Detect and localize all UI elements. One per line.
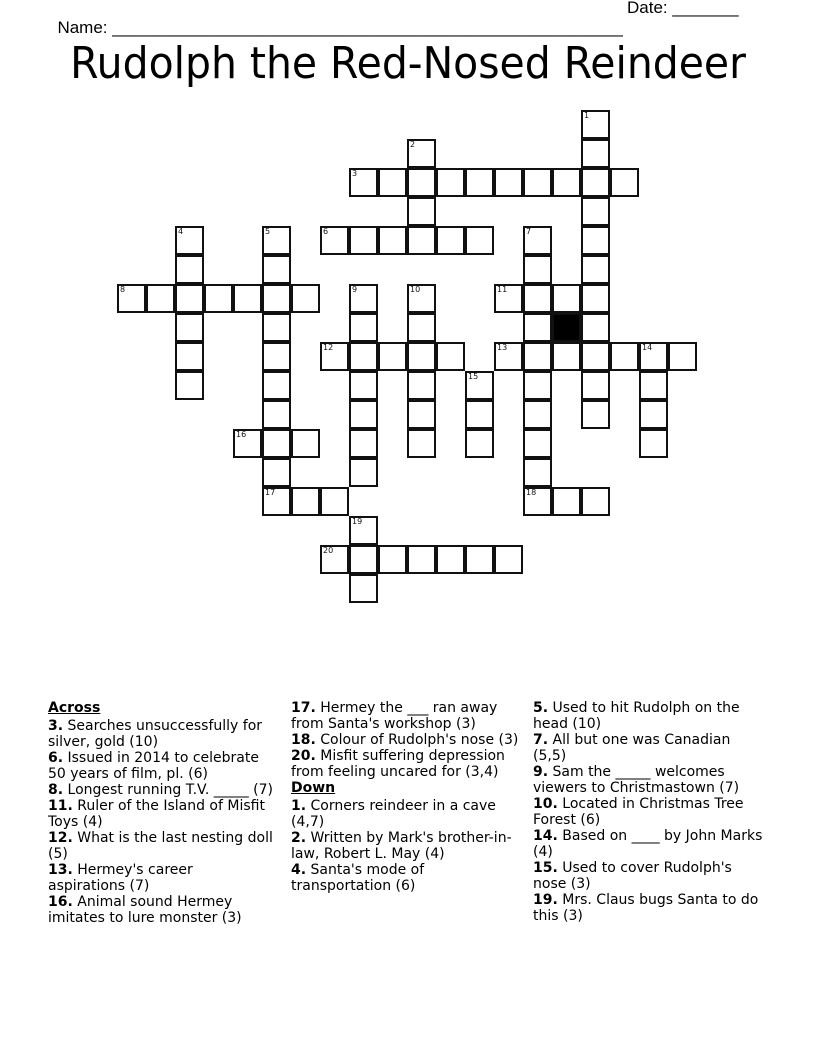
clue-across-13: 13. Hermey's career aspirations (7) xyxy=(48,862,193,894)
clue-number: 14 xyxy=(642,343,653,352)
clue-across-18: 18. Colour of Rudolph's nose (3) xyxy=(291,732,519,748)
grid-cell[interactable] xyxy=(349,342,378,371)
grid-cell[interactable] xyxy=(407,197,436,226)
grid-cell[interactable] xyxy=(639,429,668,458)
clue-down-19: 19. Mrs. Claus bugs Santa to do this (3) xyxy=(533,892,759,924)
grid-cell[interactable] xyxy=(581,255,610,284)
clue-number: 17 xyxy=(265,488,276,497)
clue-number: 8 xyxy=(120,285,126,294)
grid-cell[interactable] xyxy=(581,342,610,371)
grid-cell[interactable] xyxy=(262,429,291,458)
grid-cell[interactable] xyxy=(552,168,581,197)
grid-cell[interactable] xyxy=(146,284,175,313)
grid-cell[interactable] xyxy=(465,371,494,400)
grid-cell[interactable] xyxy=(581,168,610,197)
grid-cell[interactable] xyxy=(175,371,204,400)
grid-cell[interactable] xyxy=(523,487,552,516)
black-cell xyxy=(552,313,581,342)
page-title: Rudolph the Red-Nosed Reindeer xyxy=(70,38,746,89)
grid-cell[interactable] xyxy=(523,168,552,197)
grid-cell[interactable] xyxy=(639,400,668,429)
clue-number: 3 xyxy=(352,169,358,178)
clue-across-20: 20. Misfit suffering depression from feeling uncared for (3,4) xyxy=(291,748,505,780)
grid-cell[interactable] xyxy=(349,284,378,313)
clue-number: 11 xyxy=(497,285,508,294)
grid-cell[interactable] xyxy=(349,371,378,400)
grid-cell[interactable] xyxy=(523,458,552,487)
grid-cell[interactable] xyxy=(494,342,523,371)
clue-number: 5 xyxy=(265,227,271,236)
grid-cell[interactable] xyxy=(552,342,581,371)
grid-cell[interactable] xyxy=(262,342,291,371)
grid-cell[interactable] xyxy=(233,429,262,458)
grid-cell[interactable] xyxy=(436,168,465,197)
grid-cell[interactable] xyxy=(494,168,523,197)
grid-cell[interactable] xyxy=(523,342,552,371)
clue-down-2: 2. Written by Mark's brother-in-law, Robert L. May (4) xyxy=(291,830,512,862)
grid-cell[interactable] xyxy=(552,284,581,313)
clue-number: 18 xyxy=(526,488,537,497)
grid-cell[interactable] xyxy=(407,226,436,255)
grid-cell[interactable] xyxy=(436,342,465,371)
clues-column-3 xyxy=(533,700,763,924)
date-field[interactable]: Date: _______ xyxy=(627,0,739,17)
across-heading: Across xyxy=(48,700,101,716)
grid-cell[interactable] xyxy=(262,371,291,400)
grid-cell[interactable] xyxy=(349,226,378,255)
grid-cell[interactable] xyxy=(610,342,639,371)
grid-cell[interactable] xyxy=(262,226,291,255)
grid-cell[interactable] xyxy=(465,226,494,255)
clue-number: 4 xyxy=(178,227,184,236)
grid-cell[interactable] xyxy=(581,284,610,313)
clue-across-6: 6. Issued in 2014 to celebrate 50 years of film, pl. (6) xyxy=(48,750,259,782)
grid-cell[interactable] xyxy=(233,284,262,313)
grid-cell[interactable] xyxy=(175,313,204,342)
grid-cell[interactable] xyxy=(581,139,610,168)
clue-number: 1 xyxy=(584,111,590,120)
grid-cell[interactable] xyxy=(378,168,407,197)
clue-across-3: 3. Searches unsuccessfully for silver, gold (10) xyxy=(48,718,263,750)
grid-cell[interactable] xyxy=(349,458,378,487)
clue-number: 16 xyxy=(236,430,247,439)
grid-cell[interactable] xyxy=(291,284,320,313)
grid-cell[interactable] xyxy=(262,313,291,342)
grid-cell[interactable] xyxy=(465,429,494,458)
grid-cell[interactable] xyxy=(262,487,291,516)
clue-down-9: 9. Sam the _____ welcomes viewers to Christmastown (7) xyxy=(533,764,740,796)
grid-cell[interactable] xyxy=(349,168,378,197)
clue-down-7: 7. All but one was Canadian (5,5) xyxy=(533,732,731,764)
grid-cell[interactable] xyxy=(523,284,552,313)
grid-cell[interactable] xyxy=(407,168,436,197)
grid-cell[interactable] xyxy=(320,545,349,574)
grid-cell[interactable] xyxy=(581,110,610,139)
grid-cell[interactable] xyxy=(175,226,204,255)
grid-cell[interactable] xyxy=(610,168,639,197)
clue-down-4: 4. Santa's mode of transportation (6) xyxy=(291,862,425,894)
grid-cell[interactable] xyxy=(349,429,378,458)
grid-cell[interactable] xyxy=(407,313,436,342)
grid-cell[interactable] xyxy=(291,487,320,516)
grid-cell[interactable] xyxy=(668,342,697,371)
grid-cell[interactable] xyxy=(465,400,494,429)
grid-cell[interactable] xyxy=(378,342,407,371)
clue-number: 9 xyxy=(352,285,358,294)
grid-cell[interactable] xyxy=(523,226,552,255)
grid-cell[interactable] xyxy=(494,284,523,313)
grid-cell[interactable] xyxy=(407,400,436,429)
clue-down-15: 15. Used to cover Rudolph's nose (3) xyxy=(533,860,732,892)
clue-down-1: 1. Corners reindeer in a cave (4,7) xyxy=(291,798,496,830)
clue-number: 7 xyxy=(526,227,532,236)
grid-cell[interactable] xyxy=(291,429,320,458)
grid-cell[interactable] xyxy=(320,342,349,371)
grid-cell[interactable] xyxy=(349,313,378,342)
grid-cell[interactable] xyxy=(639,342,668,371)
grid-cell[interactable] xyxy=(465,545,494,574)
grid-cell[interactable] xyxy=(523,371,552,400)
clue-number: 10 xyxy=(410,285,421,294)
down-heading: Down xyxy=(291,780,336,796)
grid-cell[interactable] xyxy=(378,545,407,574)
grid-cell[interactable] xyxy=(465,168,494,197)
grid-cell[interactable] xyxy=(581,487,610,516)
grid-cell[interactable] xyxy=(436,226,465,255)
grid-cell[interactable] xyxy=(349,545,378,574)
grid-cell[interactable] xyxy=(581,400,610,429)
grid-cell[interactable] xyxy=(523,255,552,284)
clue-number: 2 xyxy=(410,140,416,149)
clue-number: 6 xyxy=(323,227,329,236)
clue-down-5: 5. Used to hit Rudolph on the head (10) xyxy=(533,700,740,732)
grid-cell[interactable] xyxy=(523,313,552,342)
grid-cell[interactable] xyxy=(523,429,552,458)
grid-cell[interactable] xyxy=(378,226,407,255)
grid-cell[interactable] xyxy=(262,400,291,429)
grid-cell[interactable] xyxy=(407,429,436,458)
clue-across-12: 12. What is the last nesting doll (5) xyxy=(48,830,273,862)
grid-cell[interactable] xyxy=(581,313,610,342)
grid-cell[interactable] xyxy=(581,226,610,255)
grid-cell[interactable] xyxy=(494,545,523,574)
grid-cell[interactable] xyxy=(320,487,349,516)
grid-cell[interactable] xyxy=(523,400,552,429)
clue-down-14: 14. Based on ____ by John Marks (4) xyxy=(533,828,763,860)
grid-cell[interactable] xyxy=(407,139,436,168)
grid-cell[interactable] xyxy=(349,516,378,545)
grid-cell[interactable] xyxy=(320,226,349,255)
grid-cell[interactable] xyxy=(407,342,436,371)
grid-cell[interactable] xyxy=(175,342,204,371)
grid-cell[interactable] xyxy=(436,545,465,574)
grid-cell[interactable] xyxy=(407,371,436,400)
clue-number: 15 xyxy=(468,372,479,381)
grid-cell[interactable] xyxy=(581,197,610,226)
clue-down-10: 10. Located in Christmas Tree Forest (6) xyxy=(533,796,744,828)
grid-cell[interactable] xyxy=(175,255,204,284)
grid-cell[interactable] xyxy=(639,371,668,400)
grid-cell[interactable] xyxy=(407,545,436,574)
grid-cell[interactable] xyxy=(349,400,378,429)
grid-cell[interactable] xyxy=(407,284,436,313)
clue-across-16: 16. Animal sound Hermey imitates to lure monster (3) xyxy=(48,894,242,926)
clue-number: 13 xyxy=(497,343,508,352)
grid-cell[interactable] xyxy=(349,574,378,603)
grid-cell[interactable] xyxy=(581,371,610,400)
grid-cell[interactable] xyxy=(117,284,146,313)
clue-across-11: 11. Ruler of the Island of Misfit Toys (4) xyxy=(48,798,265,830)
grid-cell[interactable] xyxy=(552,487,581,516)
clues-column-2 xyxy=(291,700,521,894)
clue-across-17: 17. Hermey the ___ ran away from Santa's workshop (3) xyxy=(291,700,498,732)
clues-column-1 xyxy=(48,700,273,926)
grid-cell[interactable] xyxy=(262,458,291,487)
grid-cell[interactable] xyxy=(175,284,204,313)
clue-number: 12 xyxy=(323,343,334,352)
grid-cell[interactable] xyxy=(262,255,291,284)
clue-across-8: 8. Longest running T.V. _____ (7) xyxy=(48,782,274,798)
grid-cell[interactable] xyxy=(204,284,233,313)
clue-number: 20 xyxy=(323,546,334,555)
name-field[interactable]: Name: ______________________________________________________ xyxy=(57,18,623,37)
grid-cell[interactable] xyxy=(262,284,291,313)
clue-number: 19 xyxy=(352,517,363,526)
